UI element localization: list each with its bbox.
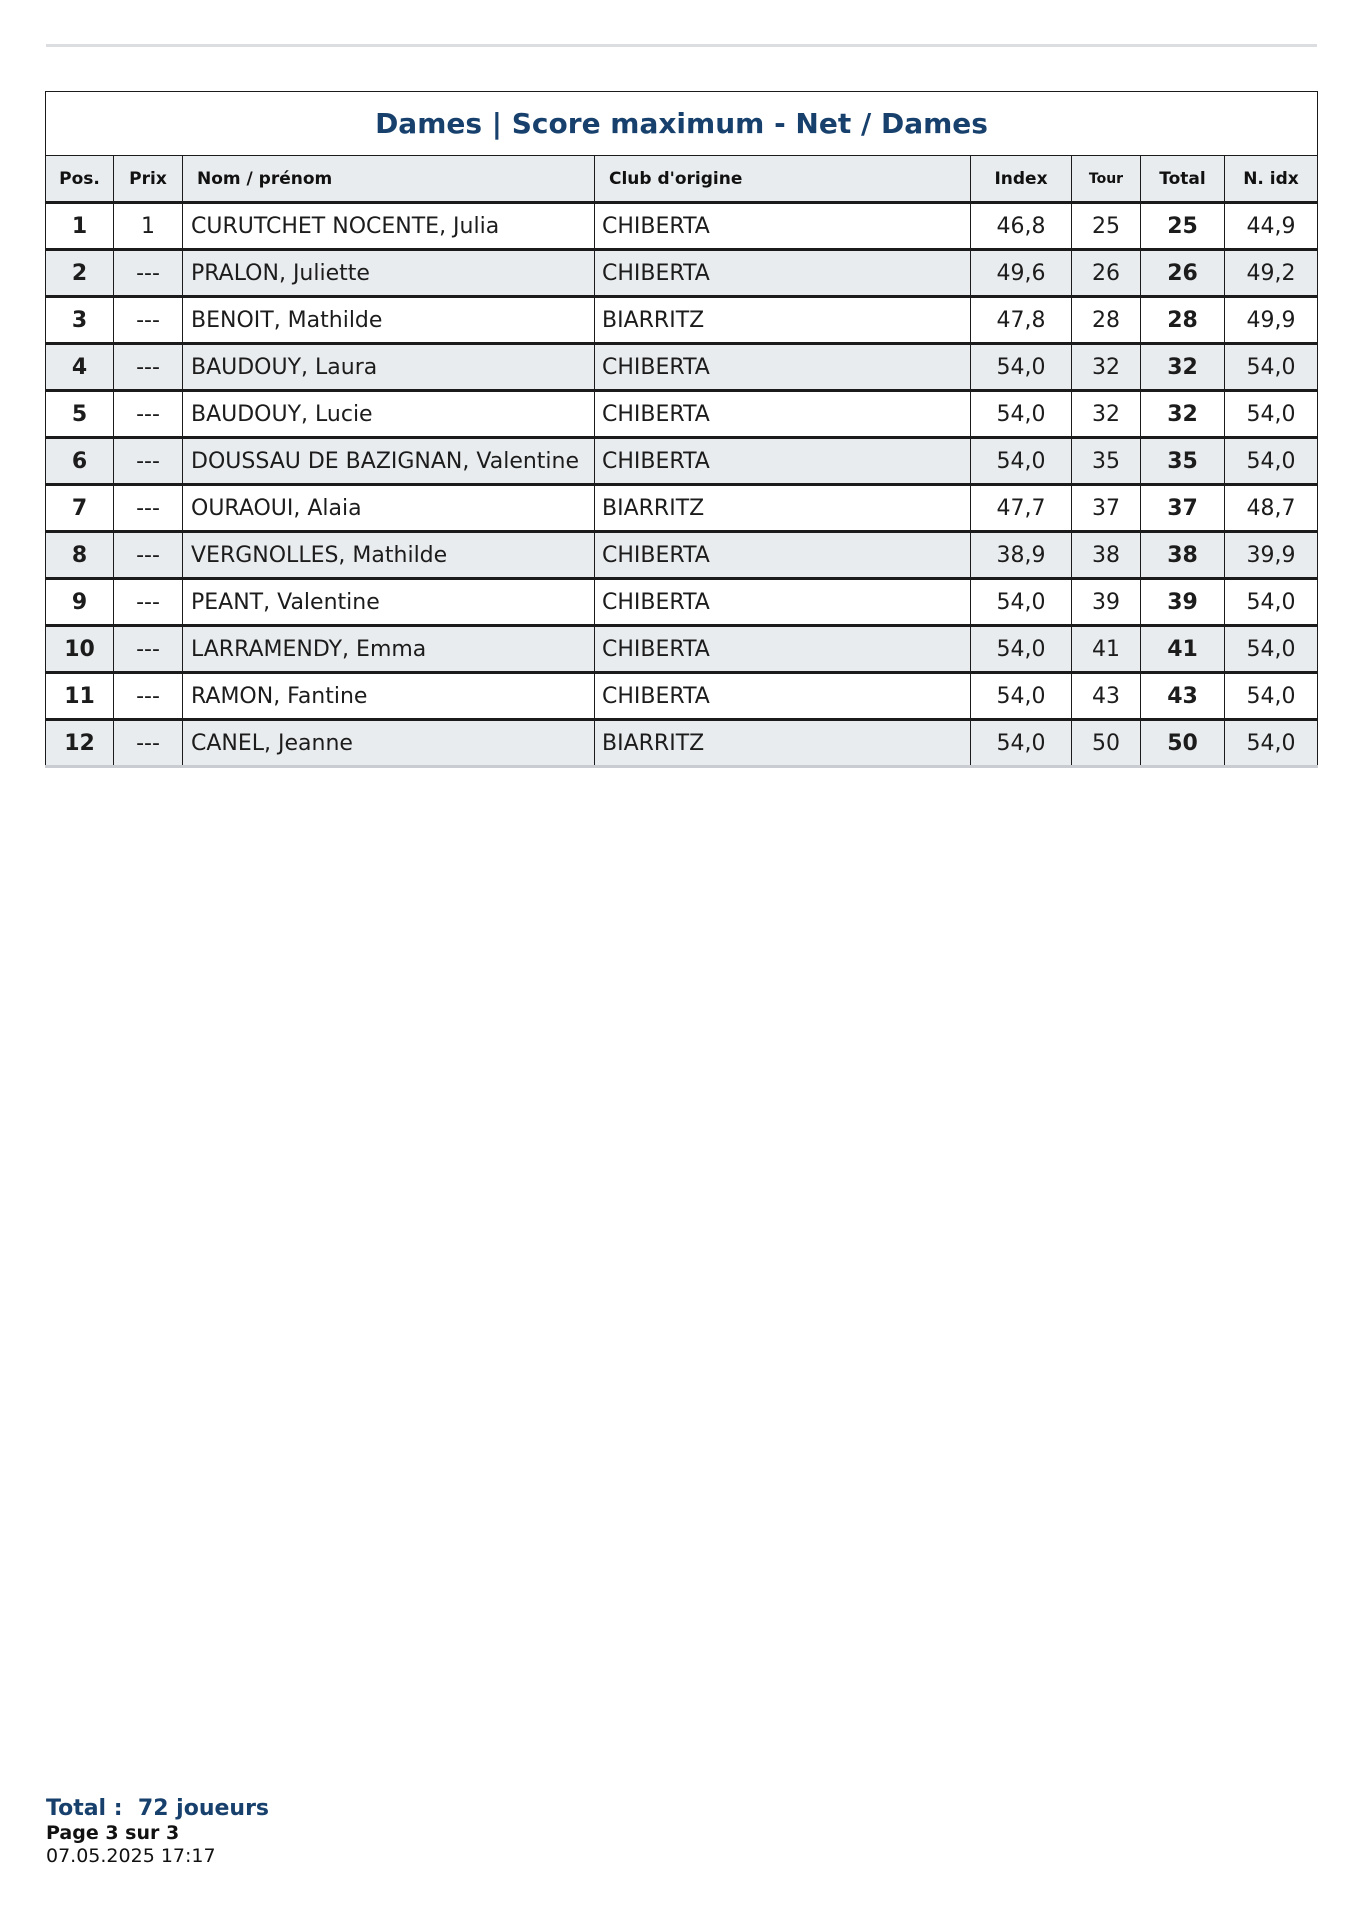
total-value: 72 joueurs <box>137 1796 270 1821</box>
header-name: Nom / prénom <box>183 156 595 203</box>
cell-club: CHIBERTA <box>595 532 971 579</box>
cell-index: 54,0 <box>971 391 1072 438</box>
cell-pos: 9 <box>46 579 114 626</box>
cell-nidx: 54,0 <box>1225 720 1318 767</box>
cell-index: 54,0 <box>971 344 1072 391</box>
cell-name: BENOIT, Mathilde <box>183 297 595 344</box>
cell-name: RAMON, Fantine <box>183 673 595 720</box>
top-divider <box>46 44 1317 47</box>
cell-prix: --- <box>114 344 183 391</box>
table-row <box>46 626 1318 673</box>
cell-pos: 1 <box>46 203 114 250</box>
header-nidx: N. idx <box>1225 156 1318 203</box>
cell-prix: --- <box>114 297 183 344</box>
table-row <box>46 720 1318 767</box>
cell-pos: 4 <box>46 344 114 391</box>
cell-name: PEANT, Valentine <box>183 579 595 626</box>
table-row <box>46 250 1318 297</box>
cell-name: VERGNOLLES, Mathilde <box>183 532 595 579</box>
cell-total: 26 <box>1141 250 1225 297</box>
cell-prix: --- <box>114 250 183 297</box>
cell-index: 49,6 <box>971 250 1072 297</box>
cell-club: BIARRITZ <box>595 485 971 532</box>
cell-nidx: 54,0 <box>1225 579 1318 626</box>
cell-name: OURAOUI, Alaia <box>183 485 595 532</box>
cell-nidx: 54,0 <box>1225 626 1318 673</box>
cell-nidx: 54,0 <box>1225 391 1318 438</box>
results-table <box>45 91 1318 768</box>
cell-tour: 32 <box>1072 391 1141 438</box>
header-index: Index <box>971 156 1072 203</box>
cell-nidx: 49,2 <box>1225 250 1318 297</box>
cell-total: 32 <box>1141 344 1225 391</box>
cell-club: CHIBERTA <box>595 626 971 673</box>
cell-prix: --- <box>114 391 183 438</box>
header-club: Club d'origine <box>595 156 971 203</box>
cell-pos: 3 <box>46 297 114 344</box>
cell-pos: 7 <box>46 485 114 532</box>
cell-index: 47,7 <box>971 485 1072 532</box>
cell-club: BIARRITZ <box>595 297 971 344</box>
cell-club: CHIBERTA <box>595 673 971 720</box>
cell-tour: 50 <box>1072 720 1141 767</box>
cell-total: 25 <box>1141 203 1225 250</box>
cell-nidx: 44,9 <box>1225 203 1318 250</box>
cell-club: CHIBERTA <box>595 344 971 391</box>
cell-total: 50 <box>1141 720 1225 767</box>
cell-prix: 1 <box>114 203 183 250</box>
cell-tour: 32 <box>1072 344 1141 391</box>
cell-tour: 41 <box>1072 626 1141 673</box>
table-row <box>46 532 1318 579</box>
table-row <box>46 203 1318 250</box>
cell-tour: 26 <box>1072 250 1141 297</box>
cell-pos: 12 <box>46 720 114 767</box>
cell-total: 35 <box>1141 438 1225 485</box>
cell-name: BAUDOUY, Lucie <box>183 391 595 438</box>
cell-nidx: 54,0 <box>1225 673 1318 720</box>
cell-index: 54,0 <box>971 626 1072 673</box>
cell-club: CHIBERTA <box>595 391 971 438</box>
print-date: 07.05.2025 17:17 <box>46 1845 216 1867</box>
table-row <box>46 391 1318 438</box>
cell-prix: --- <box>114 438 183 485</box>
cell-index: 46,8 <box>971 203 1072 250</box>
table-row <box>46 297 1318 344</box>
table-row <box>46 485 1318 532</box>
cell-club: CHIBERTA <box>595 579 971 626</box>
cell-tour: 28 <box>1072 297 1141 344</box>
cell-club: CHIBERTA <box>595 203 971 250</box>
cell-total: 43 <box>1141 673 1225 720</box>
cell-pos: 10 <box>46 626 114 673</box>
table-row <box>46 579 1318 626</box>
cell-name: PRALON, Juliette <box>183 250 595 297</box>
cell-name: BAUDOUY, Laura <box>183 344 595 391</box>
cell-total: 38 <box>1141 532 1225 579</box>
cell-pos: 11 <box>46 673 114 720</box>
cell-index: 38,9 <box>971 532 1072 579</box>
cell-prix: --- <box>114 532 183 579</box>
cell-total: 28 <box>1141 297 1225 344</box>
cell-tour: 25 <box>1072 203 1141 250</box>
cell-tour: 39 <box>1072 579 1141 626</box>
cell-nidx: 39,9 <box>1225 532 1318 579</box>
total-label: Total : <box>46 1796 123 1821</box>
cell-total: 37 <box>1141 485 1225 532</box>
cell-tour: 43 <box>1072 673 1141 720</box>
cell-nidx: 54,0 <box>1225 344 1318 391</box>
cell-tour: 35 <box>1072 438 1141 485</box>
cell-index: 54,0 <box>971 438 1072 485</box>
results-body <box>46 203 1318 767</box>
table-row <box>46 673 1318 720</box>
page-footer <box>46 1796 269 1868</box>
cell-name: DOUSSAU DE BAZIGNAN, Valentine <box>183 438 595 485</box>
cell-prix: --- <box>114 673 183 720</box>
cell-prix: --- <box>114 579 183 626</box>
cell-name: CANEL, Jeanne <box>183 720 595 767</box>
header-prix: Prix <box>114 156 183 203</box>
cell-nidx: 48,7 <box>1225 485 1318 532</box>
header-row <box>46 156 1318 203</box>
cell-name: CURUTCHET NOCENTE, Julia <box>183 203 595 250</box>
player-total <box>46 1796 269 1822</box>
cell-pos: 2 <box>46 250 114 297</box>
cell-nidx: 49,9 <box>1225 297 1318 344</box>
page-number: Page 3 sur 3 <box>46 1822 180 1844</box>
cell-total: 32 <box>1141 391 1225 438</box>
cell-prix: --- <box>114 720 183 767</box>
cell-pos: 6 <box>46 438 114 485</box>
cell-index: 54,0 <box>971 673 1072 720</box>
header-tour: Tour <box>1072 156 1141 203</box>
cell-club: CHIBERTA <box>595 438 971 485</box>
table-title: Dames | Score maximum - Net / Dames <box>46 92 1318 156</box>
cell-nidx: 54,0 <box>1225 438 1318 485</box>
cell-tour: 38 <box>1072 532 1141 579</box>
cell-club: BIARRITZ <box>595 720 971 767</box>
cell-name: LARRAMENDY, Emma <box>183 626 595 673</box>
cell-total: 41 <box>1141 626 1225 673</box>
cell-prix: --- <box>114 485 183 532</box>
cell-pos: 8 <box>46 532 114 579</box>
cell-prix: --- <box>114 626 183 673</box>
table-row <box>46 438 1318 485</box>
header-pos: Pos. <box>46 156 114 203</box>
header-total: Total <box>1141 156 1225 203</box>
cell-club: CHIBERTA <box>595 250 971 297</box>
cell-total: 39 <box>1141 579 1225 626</box>
cell-pos: 5 <box>46 391 114 438</box>
cell-index: 54,0 <box>971 720 1072 767</box>
cell-index: 47,8 <box>971 297 1072 344</box>
cell-index: 54,0 <box>971 579 1072 626</box>
cell-tour: 37 <box>1072 485 1141 532</box>
table-row <box>46 344 1318 391</box>
